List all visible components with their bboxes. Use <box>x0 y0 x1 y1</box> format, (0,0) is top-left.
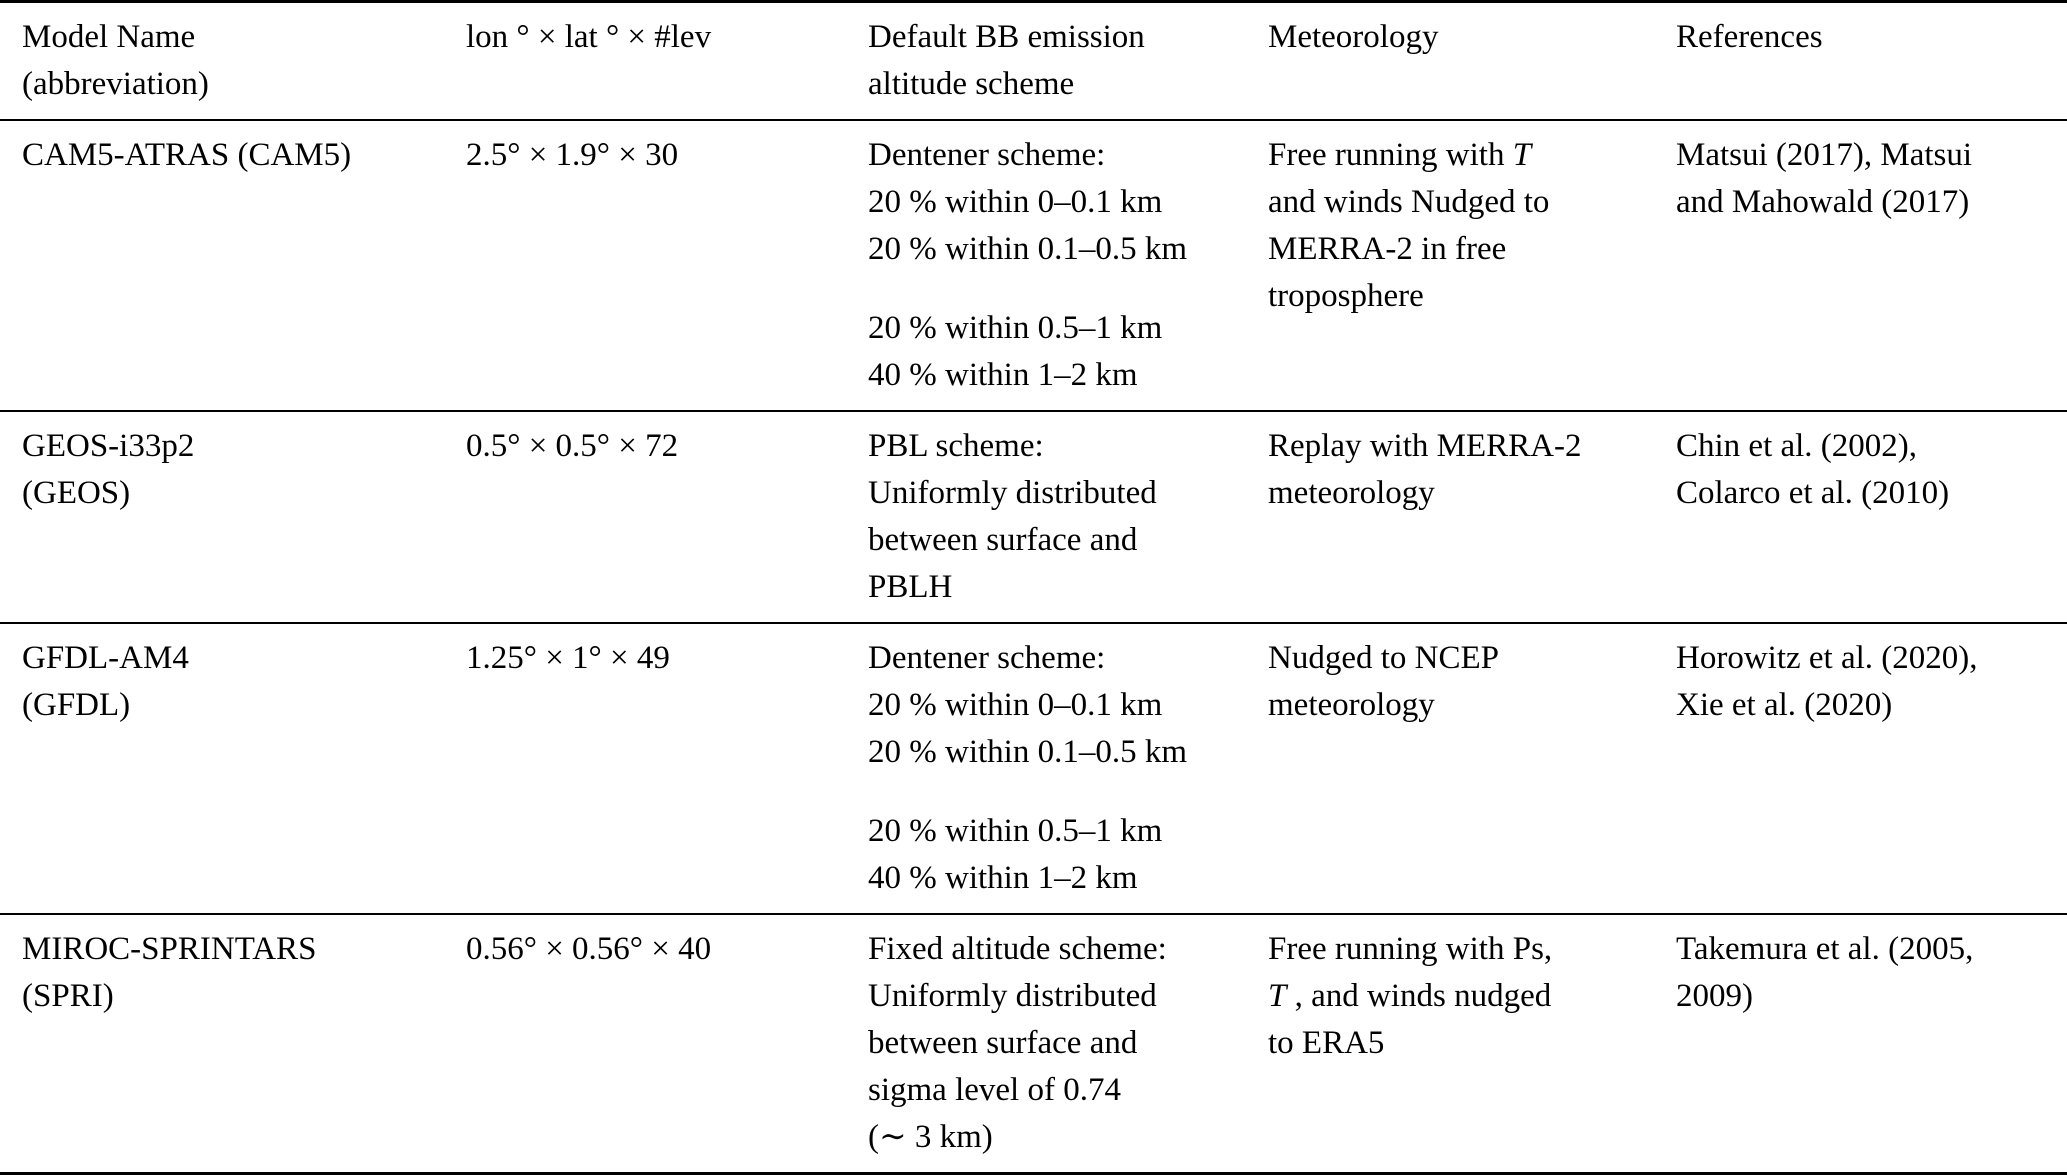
cell-references <box>1676 411 2067 623</box>
cell-line: 20 % within 0–0.1 km <box>868 687 1163 723</box>
cell-scheme <box>868 914 1268 1174</box>
italic-variable: T <box>1268 978 1287 1014</box>
italic-variable: T <box>1512 137 1532 173</box>
cell-line: between surface and <box>868 522 1138 558</box>
cell-line: 20 % within 0.5–1 km <box>868 813 1163 849</box>
cell-line: lon ° × lat ° × #lev <box>466 19 712 55</box>
cell-line: sigma level of 0.74 <box>868 1072 1121 1108</box>
cell-line: Meteorology <box>1268 19 1439 55</box>
cell-line: and Mahowald (2017) <box>1676 184 1970 220</box>
cell-line: and winds Nudged to <box>1268 184 1550 220</box>
cell-line: T , and winds nudged <box>1268 978 1552 1014</box>
cell-line: (∼ 3 km) <box>868 1119 993 1155</box>
cell-line: 0.5° × 0.5° × 72 <box>466 428 679 464</box>
cell-line: Dentener scheme: <box>868 640 1106 676</box>
cell-resolution <box>466 623 868 914</box>
table-header <box>0 2 2067 121</box>
cell-line: Free running with T <box>1268 137 1532 173</box>
column-header-scheme <box>868 2 1268 121</box>
cell-line: (GFDL) <box>22 687 131 723</box>
cell-references <box>1676 914 2067 1174</box>
column-header-resolution <box>466 2 868 121</box>
cell-line: Matsui (2017), Matsui <box>1676 137 1973 173</box>
column-header-meteorology <box>1268 2 1676 121</box>
cell-resolution <box>466 411 868 623</box>
table-row <box>0 914 2067 1174</box>
cell-model <box>0 623 466 914</box>
cell-line: 20 % within 0.1–0.5 km <box>868 231 1187 267</box>
cell-line: Uniformly distributed <box>868 978 1157 1014</box>
cell-line: Xie et al. (2020) <box>1676 687 1893 723</box>
cell-line: altitude scheme <box>868 66 1075 102</box>
cell-line: Colarco et al. (2010) <box>1676 475 1950 511</box>
cell-meteorology <box>1268 411 1676 623</box>
cell-line: 20 % within 0.5–1 km <box>868 310 1163 346</box>
cell-meteorology <box>1268 623 1676 914</box>
column-header-model <box>0 2 466 121</box>
cell-line: (GEOS) <box>22 475 131 511</box>
cell-line: MERRA-2 in free <box>1268 231 1507 267</box>
cell-references <box>1676 120 2067 411</box>
cell-line: troposphere <box>1268 278 1424 314</box>
cell-meteorology <box>1268 914 1676 1174</box>
cell-line: (abbreviation) <box>22 66 209 102</box>
cell-line: Horowitz et al. (2020), <box>1676 640 1978 676</box>
cell-line: Dentener scheme: <box>868 137 1106 173</box>
cell-line: PBLH <box>868 569 953 605</box>
cell-line: 40 % within 1–2 km <box>868 357 1138 393</box>
cell-model <box>0 914 466 1174</box>
cell-line: 1.25° × 1° × 49 <box>466 640 670 676</box>
cell-line: 2.5° × 1.9° × 30 <box>466 137 679 173</box>
cell-line: Nudged to NCEP <box>1268 640 1499 676</box>
cell-line: Uniformly distributed <box>868 475 1157 511</box>
cell-line: (SPRI) <box>22 978 114 1014</box>
cell-resolution <box>466 120 868 411</box>
cell-line: meteorology <box>1268 475 1435 511</box>
cell-scheme <box>868 623 1268 914</box>
cell-scheme <box>868 411 1268 623</box>
table-body <box>0 120 2067 1174</box>
cell-line: 20 % within 0.1–0.5 km <box>868 734 1187 770</box>
cell-line: GEOS-i33p2 <box>22 428 195 464</box>
cell-line: Free running with Ps, <box>1268 931 1553 967</box>
cell-line: PBL scheme: <box>868 428 1044 464</box>
cell-line: GFDL-AM4 <box>22 640 189 676</box>
cell-model <box>0 411 466 623</box>
table-row <box>0 623 2067 914</box>
cell-scheme <box>868 120 1268 411</box>
cell-line: Takemura et al. (2005, <box>1676 931 1974 967</box>
cell-line: 40 % within 1–2 km <box>868 860 1138 896</box>
cell-references <box>1676 623 2067 914</box>
cell-line: Replay with MERRA-2 <box>1268 428 1582 464</box>
cell-line: Chin et al. (2002), <box>1676 428 1918 464</box>
cell-line <box>868 776 1248 808</box>
cell-line: Default BB emission <box>868 19 1145 55</box>
cell-line: between surface and <box>868 1025 1138 1061</box>
cell-line <box>868 273 1248 305</box>
table-header-row <box>0 2 2067 121</box>
cell-line: Model Name <box>22 19 196 55</box>
cell-line: meteorology <box>1268 687 1435 723</box>
cell-model <box>0 120 466 411</box>
cell-line: Fixed altitude scheme: <box>868 931 1167 967</box>
cell-resolution <box>466 914 868 1174</box>
cell-line: to ERA5 <box>1268 1025 1385 1061</box>
table-row <box>0 411 2067 623</box>
cell-line: References <box>1676 19 1823 55</box>
cell-meteorology <box>1268 120 1676 411</box>
cell-line: MIROC-SPRINTARS <box>22 931 317 967</box>
cell-line: CAM5-ATRAS (CAM5) <box>22 137 352 173</box>
cell-line: 2009) <box>1676 978 1753 1014</box>
table-row <box>0 120 2067 411</box>
column-header-references <box>1676 2 2067 121</box>
cell-line: 0.56° × 0.56° × 40 <box>466 931 712 967</box>
cell-line: 20 % within 0–0.1 km <box>868 184 1163 220</box>
